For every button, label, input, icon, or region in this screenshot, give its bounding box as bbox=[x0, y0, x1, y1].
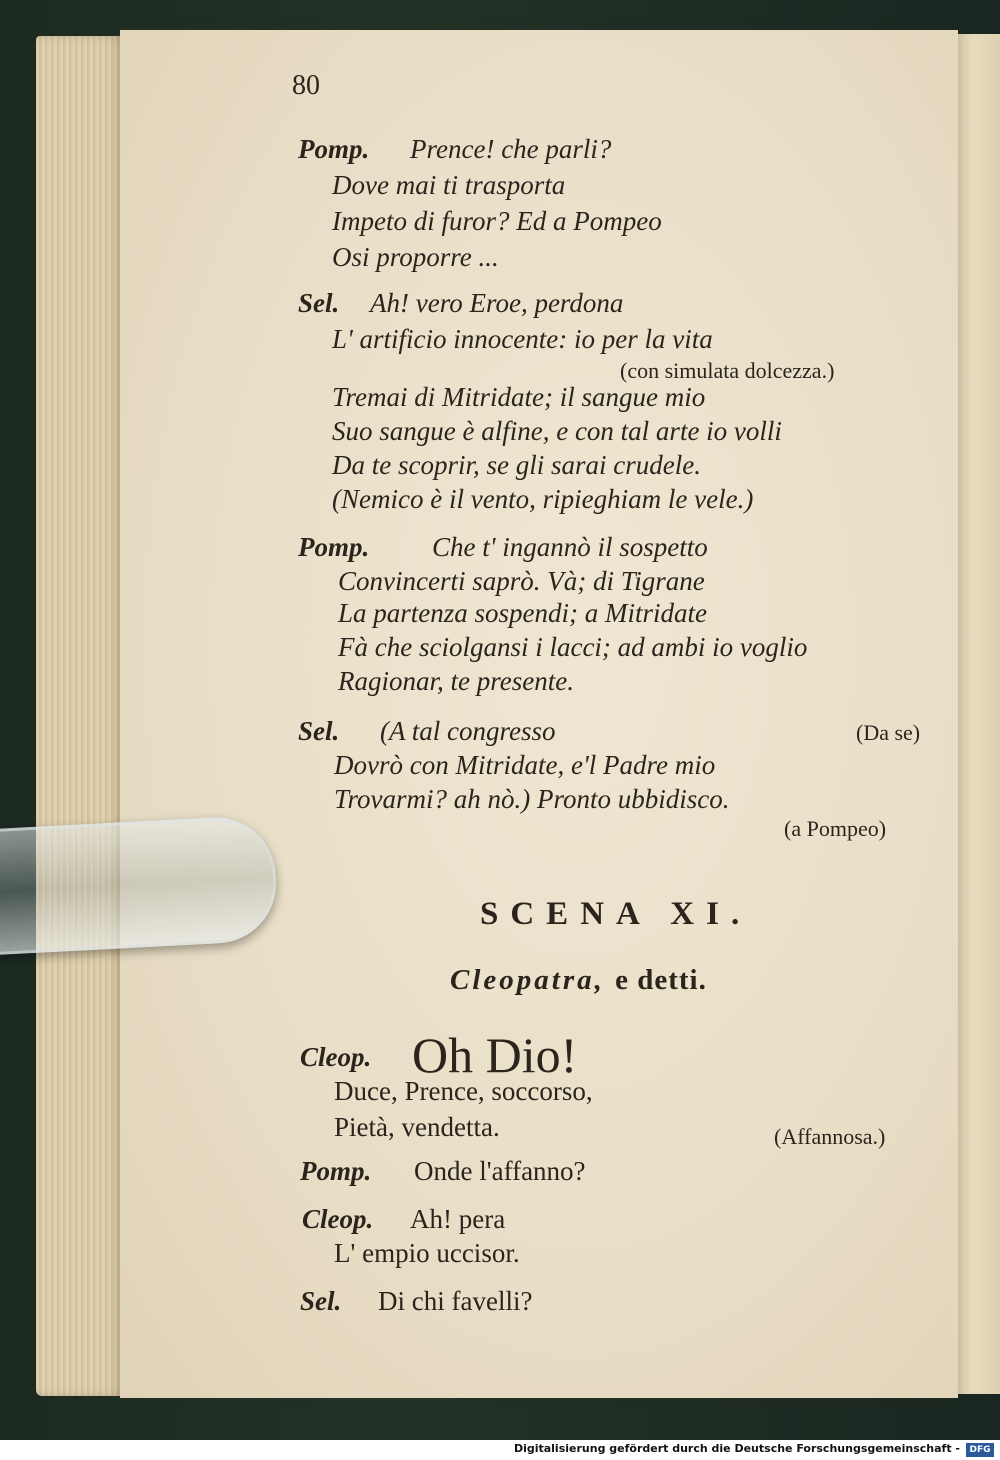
speaker-label: Pomp. bbox=[298, 532, 370, 562]
verse-line: Osi proporre ... bbox=[332, 242, 499, 272]
verse-line: Dove mai ti trasporta bbox=[332, 170, 566, 200]
verse-line: (A tal congresso bbox=[380, 716, 556, 746]
footer-credit: Digitalisierung gefördert durch die Deutsche Forschungsgemeinschaft - bbox=[513, 1442, 960, 1455]
scene-heading: SCENA XI. bbox=[480, 896, 752, 932]
verse-line: (Nemico è il vento, ripieghiam le vele.) bbox=[332, 484, 754, 514]
speaker-label: Pomp. bbox=[298, 134, 370, 164]
verse-line: Pietà, vendetta. bbox=[334, 1112, 500, 1142]
verse-line: Dovrò con Mitridate, e'l Padre mio bbox=[334, 750, 716, 780]
dfg-logo-icon: DFG bbox=[966, 1443, 994, 1457]
verse-line: Tremai di Mitridate; il sangue mio bbox=[332, 382, 706, 412]
verse-line: La partenza sospendi; a Mitridate bbox=[338, 598, 707, 628]
verse-line: Duce, Prence, soccorso, bbox=[334, 1076, 593, 1106]
book-page bbox=[120, 30, 958, 1398]
verse-line: Fà che sciolgansi i lacci; ad ambi io voglio bbox=[338, 632, 808, 662]
verse-line: Che t' ingannò il sospetto bbox=[432, 532, 708, 562]
drop-cap-line: Oh Dio! bbox=[412, 1027, 578, 1083]
verse-line: Ah! vero Eroe, perdona bbox=[370, 288, 624, 318]
speaker-label: Sel. bbox=[298, 716, 340, 746]
verse-line: L' empio uccisor. bbox=[334, 1238, 520, 1268]
stage-direction: (Affannosa.) bbox=[774, 1124, 886, 1149]
verse-line: Di chi favelli? bbox=[378, 1286, 533, 1316]
verse-line: Ragionar, te presente. bbox=[338, 666, 574, 696]
verse-line: Suo sangue è alfine, e con tal arte io volli bbox=[332, 416, 782, 446]
stage-direction: (a Pompeo) bbox=[784, 816, 887, 841]
verse-line: Prence! che parli? bbox=[410, 134, 612, 164]
verse-line: Convincerti saprò. Và; di Tigrane bbox=[338, 566, 705, 596]
speaker-label: Cleop. bbox=[302, 1204, 374, 1234]
scene-characters-rest: e detti. bbox=[615, 964, 707, 996]
speaker-label: Pomp. bbox=[300, 1156, 372, 1186]
verse-line: Ah! pera bbox=[410, 1204, 506, 1234]
next-page-edge bbox=[955, 34, 1000, 1394]
verse-line: Trovarmi? ah nò.) Pronto ubbidisco. bbox=[334, 784, 730, 814]
verse-line: Impeto di furor? Ed a Pompeo bbox=[332, 206, 662, 236]
verse-line: Onde l'affanno? bbox=[414, 1156, 586, 1186]
verse-line: Da te scoprir, se gli sarai crudele. bbox=[332, 450, 701, 480]
stage-direction: (con simulata dolcezza.) bbox=[620, 358, 835, 383]
scene-characters bbox=[450, 964, 707, 997]
speaker-label: Sel. bbox=[300, 1286, 342, 1316]
stage-direction: (Da se) bbox=[856, 720, 921, 745]
plastic-page-clip bbox=[0, 814, 279, 955]
speaker-label: Cleop. bbox=[300, 1042, 372, 1072]
speaker-label: Sel. bbox=[298, 288, 340, 318]
footer-bar bbox=[0, 1440, 1000, 1460]
page-number: 80 bbox=[292, 70, 320, 101]
scene-characters-name: Cleopatra, bbox=[450, 964, 605, 996]
verse-line: L' artificio innocente: io per la vita bbox=[332, 324, 713, 354]
